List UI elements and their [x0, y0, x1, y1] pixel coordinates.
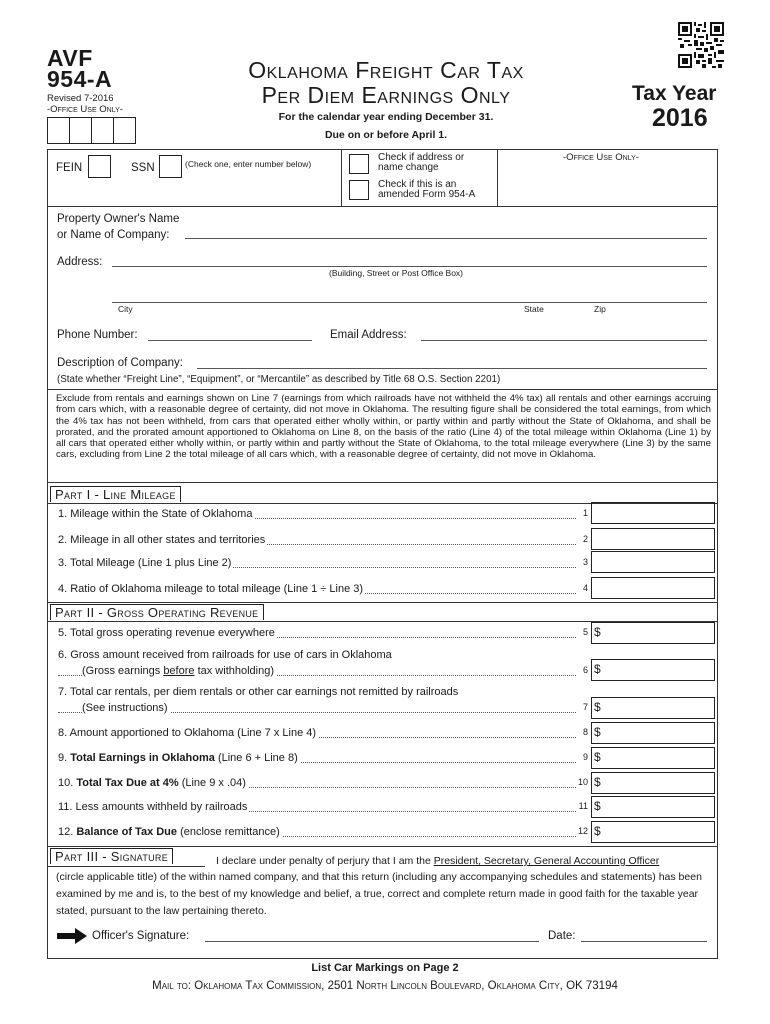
description-field[interactable]: [197, 368, 707, 369]
line-1-amount-field[interactable]: [591, 502, 715, 524]
line-3-text: 3. Total Mileage (Line 1 plus Line 2): [58, 557, 232, 569]
phone-field[interactable]: [148, 340, 312, 341]
amended-line1: Check if this is an: [378, 179, 457, 190]
line-5-currency: $: [594, 625, 601, 639]
declaration-line1: [216, 855, 659, 867]
phone-label: Phone Number:: [57, 329, 138, 341]
line-4-num: 4: [582, 583, 588, 593]
subtitle-line2: Due on or before April 1.: [324, 129, 448, 141]
line-4-text: 4. Ratio of Oklahoma mileage to total mileage (Line 1 ÷ Line 3): [58, 583, 364, 595]
line-5-amount-field[interactable]: [591, 622, 715, 644]
line-2-amount-field[interactable]: [591, 528, 715, 550]
line-12: [58, 826, 588, 840]
line-1: [58, 508, 588, 522]
line-9: [58, 752, 588, 766]
list-car-markings: List Car Markings on Page 2: [311, 962, 459, 974]
line-9-pre: 9.: [58, 752, 71, 764]
declaration-pre: I declare under penalty of perjury that I am the: [216, 855, 434, 867]
line-8-text: 8. Amount apportioned to Oklahoma (Line 7 x Line 4): [58, 727, 317, 739]
part1-heading: Part I - Line Mileage: [50, 486, 181, 502]
date-label: Date:: [548, 930, 576, 942]
office-use-box-3[interactable]: [91, 117, 114, 144]
form-title-line2: Per Diem Earnings Only: [261, 82, 511, 108]
city-label: City: [118, 304, 133, 314]
line-1-text: 1. Mileage within the State of Oklahoma: [58, 508, 253, 520]
office-use-box-1[interactable]: [47, 117, 70, 144]
line-7-num: 7: [582, 702, 588, 712]
line-10-bold: Total Tax Due at 4%: [76, 777, 179, 789]
line-6-text-b-post: tax withholding): [194, 665, 275, 677]
line-10-pre: 10.: [58, 777, 77, 789]
line-6-text-b-pre: (Gross earnings: [82, 665, 164, 677]
line-6-text-b: [82, 665, 276, 677]
line-6-amount-field[interactable]: [591, 659, 715, 681]
line-12-currency: $: [594, 824, 601, 838]
email-label: Email Address:: [330, 329, 407, 341]
line-10-amount-field[interactable]: [591, 772, 715, 794]
line-6: [58, 665, 588, 679]
fein-checkbox[interactable]: [88, 155, 111, 178]
tax-year-label: Tax Year: [632, 82, 717, 105]
line-10-post: (Line 9 x .04): [178, 777, 246, 789]
line-3-amount-field[interactable]: [591, 551, 715, 573]
line-8-amount-field[interactable]: [591, 722, 715, 744]
line-12-num: 12: [577, 826, 588, 836]
owner-name-line2: or Name of Company:: [57, 229, 170, 241]
line-7-text-b: (See instructions): [82, 702, 168, 714]
line-8: [58, 727, 588, 741]
owner-name-field[interactable]: [185, 238, 707, 239]
arrow-right-icon: [57, 928, 87, 944]
line-10: [58, 777, 588, 791]
qr-code-icon: [678, 22, 724, 68]
revised-date: Revised 7-2016: [47, 93, 114, 104]
line-11-currency: $: [594, 799, 601, 813]
office-use-label: -Office Use Only-: [47, 104, 123, 115]
form-code: AVF: [47, 45, 93, 71]
line-3-num: 3: [582, 557, 588, 567]
line-10-currency: $: [594, 775, 601, 789]
signature-label: Officer's Signature:: [92, 930, 190, 942]
line-5-num: 5: [582, 627, 588, 637]
office-use-box-4[interactable]: [113, 117, 136, 144]
tax-year-value: 2016: [652, 104, 708, 132]
declaration-titles[interactable]: President, Secretary, General Accounting Officer: [433, 855, 660, 867]
line-10-text: [58, 777, 248, 789]
line-10-num: 10: [577, 777, 588, 787]
address-label: Address:: [57, 256, 103, 268]
line-12-text: [58, 826, 282, 838]
amended-label: [378, 180, 475, 200]
description-hint: (State whether “Freight Line”, “Equipment”, or “Mercantile” as described by Title 68 O.S. Section 2201): [57, 374, 501, 385]
form-number: 954-A: [47, 66, 113, 92]
line-7-currency: $: [594, 700, 601, 714]
line-12-bold: Balance of Tax Due: [76, 826, 178, 838]
address-change-line2: name change: [378, 162, 439, 173]
line-8-currency: $: [594, 725, 601, 739]
email-field[interactable]: [421, 340, 707, 341]
check-one-hint: (Check one, enter number below): [185, 159, 312, 169]
mailing-address: Mail to: Oklahoma Tax Commission, 2501 North Lincoln Boulevard, Oklahoma City, OK 73194: [152, 980, 618, 992]
line-2: [58, 534, 588, 548]
city-state-zip-field[interactable]: [112, 302, 707, 303]
line-2-num: 2: [582, 534, 588, 544]
subtitle-line1: For the calendar year ending December 31.: [278, 111, 494, 123]
date-field[interactable]: [581, 941, 707, 942]
line-7: [58, 702, 588, 716]
line-9-currency: $: [594, 750, 601, 764]
address-hint: (Building, Street or Post Office Box): [329, 268, 464, 278]
line-9-bold: Total Earnings in Oklahoma: [70, 752, 215, 764]
owner-name-line1: Property Owner's Name: [57, 213, 180, 225]
line-11-text: 11. Less amounts withheld by railroads: [58, 801, 248, 813]
line-12-amount-field[interactable]: [591, 821, 715, 843]
owner-name-label: [57, 211, 179, 243]
line-11-amount-field[interactable]: [591, 796, 715, 818]
line-11: [58, 801, 588, 815]
address-change-line1: Check if address or: [378, 152, 465, 163]
address-change-label: [378, 153, 464, 173]
address-field[interactable]: [112, 266, 707, 267]
line-4: [58, 583, 588, 597]
ssn-checkbox[interactable]: [159, 155, 182, 178]
line-9-post: (Line 6 + Line 8): [214, 752, 298, 764]
part2-heading: Part II - Gross Operating Revenue: [50, 604, 264, 620]
form-title-line1: Oklahoma Freight Car Tax: [248, 57, 524, 83]
line-3: [58, 557, 588, 571]
signature-field[interactable]: [205, 941, 539, 942]
line-1-num: 1: [582, 508, 588, 518]
state-label: State: [524, 304, 544, 314]
amended-line2: amended Form 954-A: [378, 189, 476, 200]
line-2-text: 2. Mileage in all other states and territories: [58, 534, 266, 546]
line-12-post: (enclose remittance): [177, 826, 280, 838]
line-7-text-a: 7. Total car rentals, per diem rentals or other car earnings not remitted by railroads: [58, 686, 459, 698]
line-6-text-a: 6. Gross amount received from railroads for use of cars in Oklahoma: [58, 649, 392, 661]
line-7-amount-field[interactable]: [591, 697, 715, 719]
office-use-box-2[interactable]: [69, 117, 92, 144]
address-change-checkbox[interactable]: [349, 154, 369, 174]
id-row-divider: [341, 149, 342, 206]
line-9-text: [58, 752, 300, 764]
line-9-num: 9: [582, 752, 588, 762]
line-11-num: 11: [578, 801, 588, 811]
zip-label: Zip: [594, 304, 606, 314]
line-6-text-b-ul: before: [163, 665, 195, 677]
fein-label: FEIN: [56, 162, 83, 174]
id-row-divider-2: [497, 149, 498, 206]
line-5: [58, 627, 588, 641]
line-8-num: 8: [582, 727, 588, 737]
part3-heading: Part III - Signature: [50, 848, 173, 864]
line-4-amount-field[interactable]: [591, 577, 715, 599]
ssn-label: SSN: [131, 162, 155, 174]
line-6-num: 6: [582, 665, 588, 675]
instructions-text: Exclude from rentals and earnings shown on Line 7 (earnings from which railroads have not withheld the 4% tax) all rentals and other earnings accruing from cars which, with a reasonable degree of certainty, did not move in Oklahoma. The resulting figure shall be considered the total earnings, from which the 4% tax has not been withheld, from cars that operated either wholly within, or partly within and partly without the State of Oklahoma, and shall be prorated, and the prorated amount apportioned to Oklahoma on Line 8, on the basis of the ratio (Line 4) of the total mileage within Oklahoma (Line 1) by all cars that operated either wholly within, or partly within and partly without the State of Oklahoma, to the total mileage everywhere (Line 3) by the same cars, excluding from Line 2 the total mileage of all cars which, with a reasonable degree of certainty, did not move in Oklahoma.: [56, 393, 711, 461]
line-9-amount-field[interactable]: [591, 747, 715, 769]
amended-checkbox[interactable]: [349, 180, 369, 200]
line-6-currency: $: [594, 662, 601, 676]
description-label: Description of Company:: [57, 357, 183, 369]
office-use-label-2: -Office Use Only-: [563, 152, 639, 163]
line-5-text: 5. Total gross operating revenue everywhere: [58, 627, 275, 639]
declaration-text: (circle applicable title) of the within named company, and that this return (including any accompanying schedules and statements) has been examined by me and is, to the best of my knowledge and belief, a true, correct and complete return made in good faith for the taxable year stated, pursuant to the law pertaining thereto.: [56, 871, 702, 917]
line-12-pre: 12.: [58, 826, 77, 838]
